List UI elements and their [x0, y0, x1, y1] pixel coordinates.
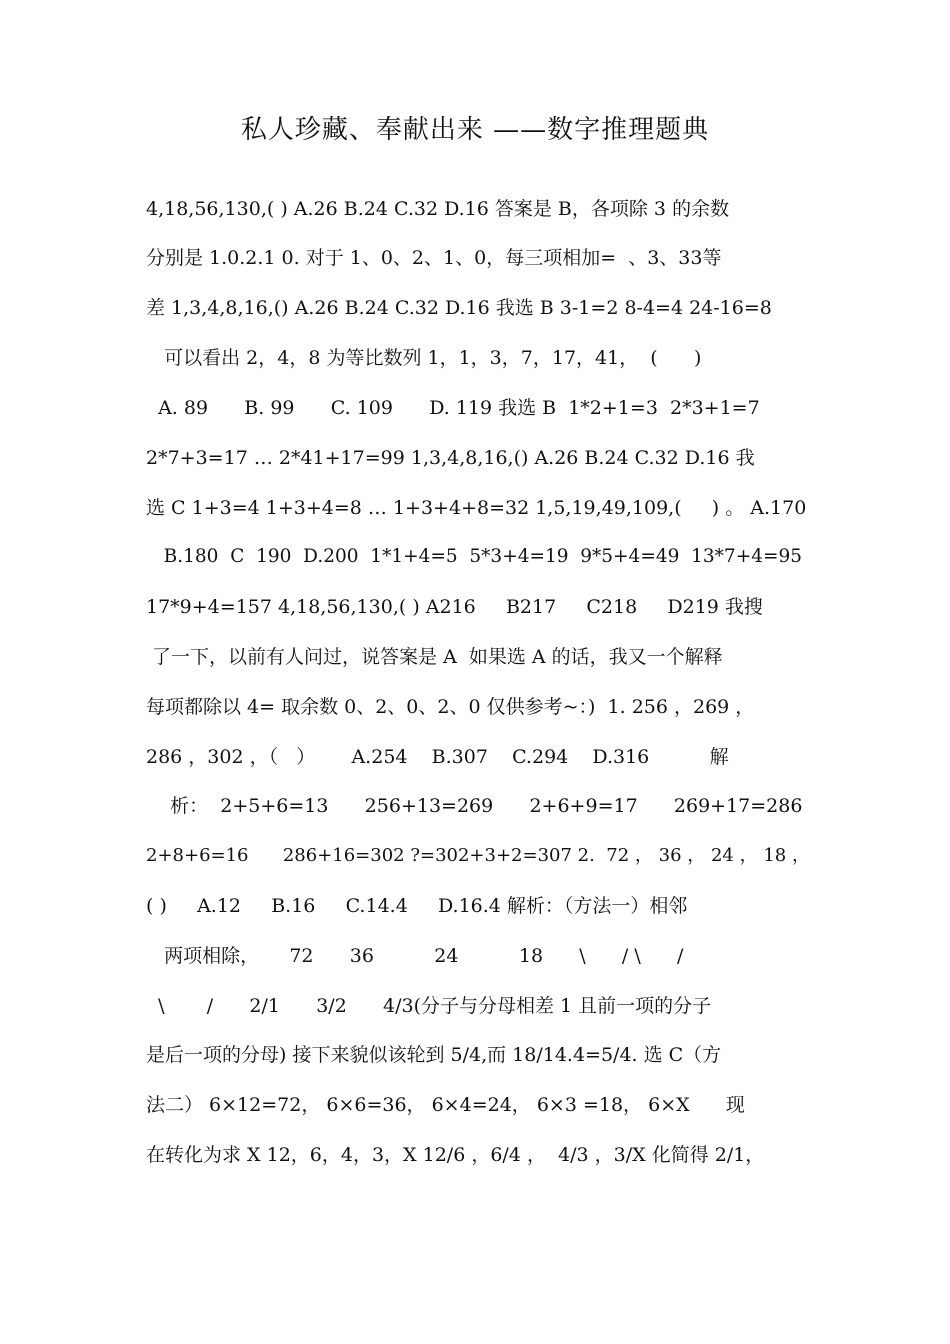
- text-line-11: 每项都除以 4= 取余数 0、2、0、2、0 仅供参考~：) 1. 256 ，269 ，: [146, 696, 755, 718]
- text-line-17: \ / 2/1 3/2 4/3(分子与分母相差 1 且前一项的分子: [146, 995, 712, 1017]
- text-line-14: 2+8+6=16 286+16=302 ?=302+3+2=307 2. 72 ， 36 ， 24 ， 18 ，: [146, 845, 810, 866]
- text-line-6: 2*7+3=17 … 2*41+17=99 1,3,4,8,16,() A.26 B.24 C.32 D.16 我: [146, 447, 755, 469]
- text-line-3: 差 1,3,4,8,16,() A.26 B.24 C.32 D.16 我选 B 3-1=2 8-4=4 24-16=8: [146, 297, 772, 319]
- text-line-8: B.180 C 190 D.200 1*1+4=5 5*3+4=19 9*5+4=49 13*7+4=95: [146, 546, 803, 567]
- document-title: 私人珍藏、奉献出来 ——数字推理题典: [240, 115, 710, 145]
- text-line-5: A. 89 B. 99 C. 109 D. 119 我选 B 1*2+1=3 2*3+1=7: [146, 397, 760, 419]
- text-line-4: 可以看出 2，4，8 为等比数列 1，1，3，7，17，41， ( ): [146, 347, 702, 369]
- text-line-10: 了一下，以前有人问过，说答案是 A 如果选 A 的话，我又一个解释: [146, 646, 723, 668]
- text-line-7: 选 C 1+3=4 1+3+4=8 … 1+3+4+8=32 1,5,19,49,109,( ) 。 A.170: [146, 497, 807, 519]
- text-line-16: 两项相除， 72 36 24 18 \ / \ /: [146, 945, 684, 967]
- text-line-18: 是后一项的分母) 接下来貌似该轮到 5/4,而 18/14.4=5/4. 选 C（方: [146, 1044, 722, 1066]
- text-line-15: ( ) A.12 B.16 C.14.4 D.16.4 解析：（方法一）相邻: [146, 895, 688, 917]
- text-line-1: 4,18,56,130,( ) A.26 B.24 C.32 D.16 答案是 B，各项除 3 的余数: [146, 198, 730, 220]
- text-line-9: 17*9+4=157 4,18,56,130,( ) A216 B217 C218 D219 我搜: [146, 596, 763, 618]
- text-line-19: 法二） 6×12=72， 6×6=36， 6×4=24， 6×3 =18， 6×X 现: [146, 1094, 745, 1116]
- text-line-12: 286 ，302 ，（ ） A.254 B.307 C.294 D.316 解: [146, 746, 729, 768]
- text-line-2: 分别是 1.0.2.1 0. 对于 1、0、2、1、0，每三项相加= 、3、33等: [146, 247, 722, 269]
- text-line-13: 析： 2+5+6=13 256+13=269 2+6+9=17 269+17=286: [146, 795, 803, 817]
- text-line-20: 在转化为求 X 12，6，4，3，X 12/6 ，6/4 ， 4/3 ，3/X 化简得 2/1，: [146, 1144, 765, 1166]
